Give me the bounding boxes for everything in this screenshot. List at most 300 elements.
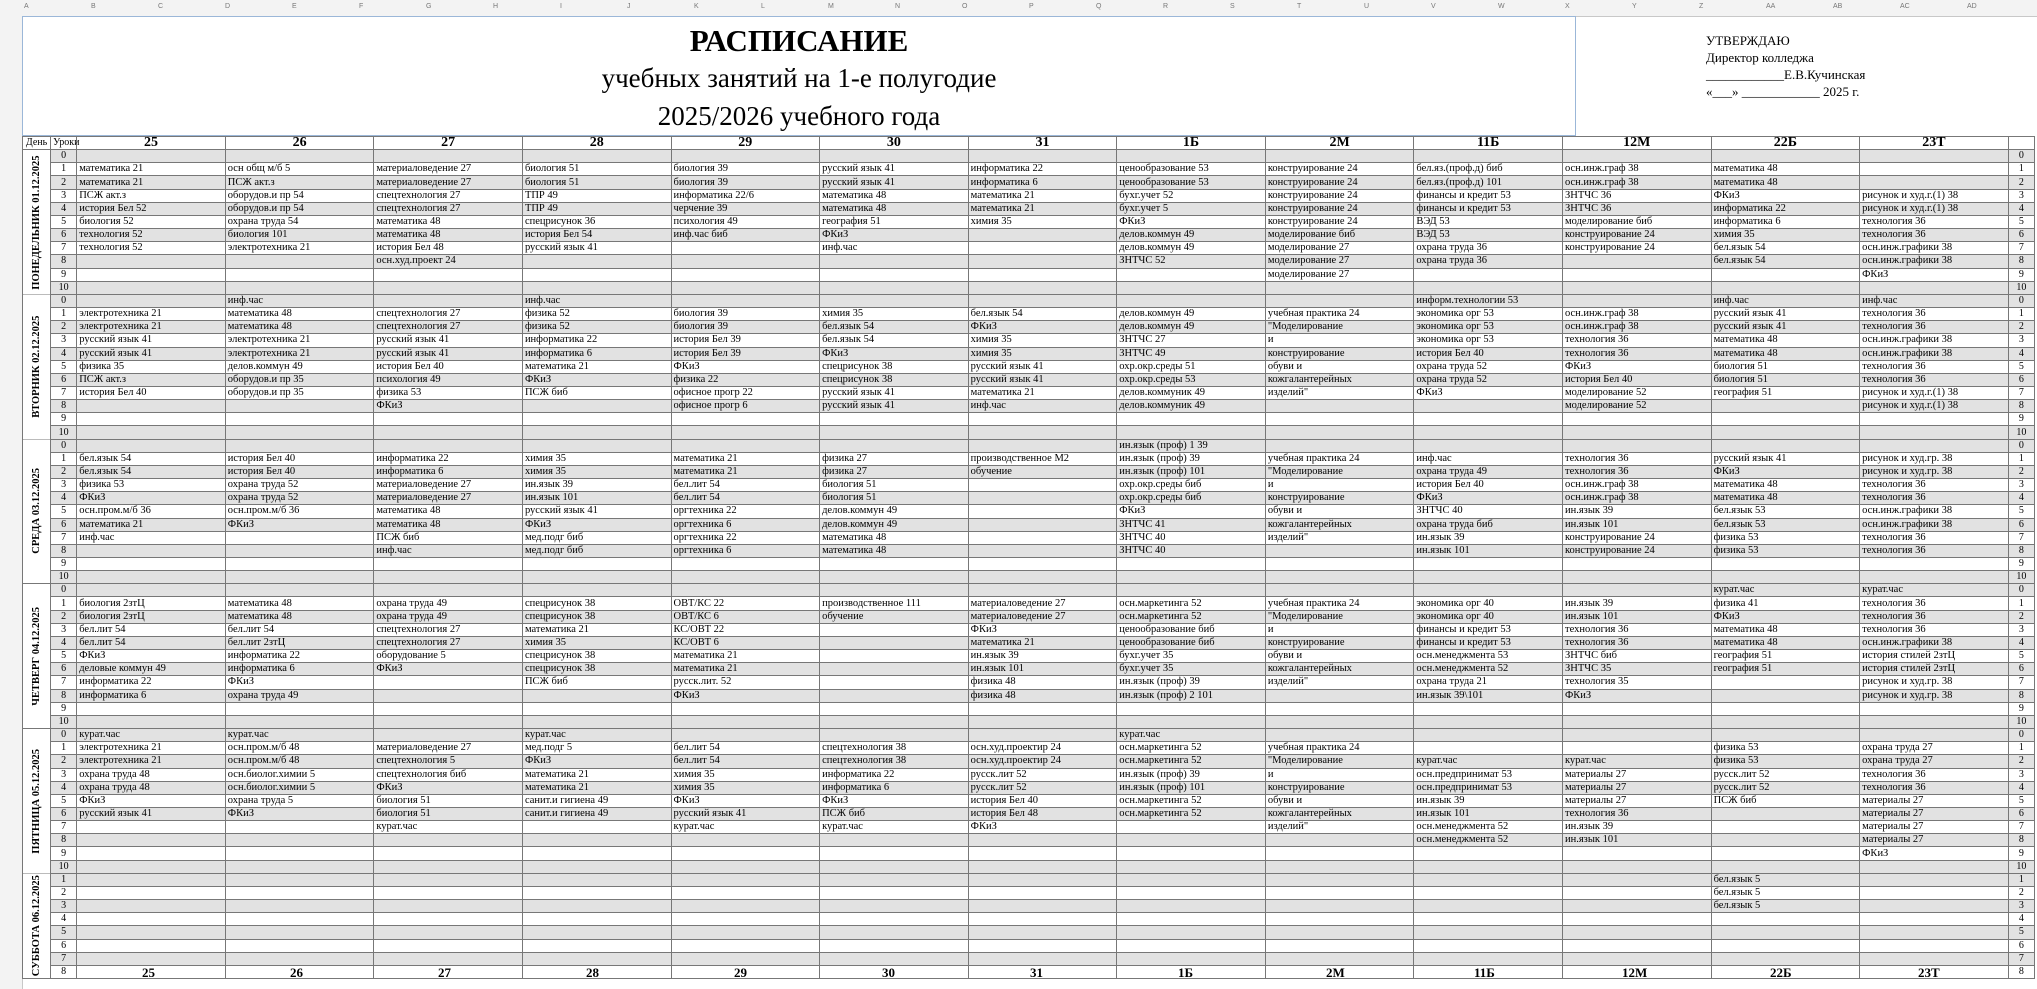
lesson-cell[interactable]: осн.инж.графики 38	[1860, 347, 2009, 360]
lesson-cell[interactable]: осн.пром.м/б 36	[77, 505, 226, 518]
lesson-cell[interactable]	[1414, 571, 1563, 584]
lesson-cell[interactable]	[374, 571, 523, 584]
lesson-cell[interactable]: спецтехнология 27	[374, 202, 523, 215]
lesson-cell[interactable]	[968, 939, 1117, 952]
lesson-cell[interactable]: математика 21	[968, 636, 1117, 649]
lesson-cell[interactable]: математика 48	[225, 308, 374, 321]
lesson-cell[interactable]: "Моделирование	[1265, 755, 1414, 768]
lesson-cell[interactable]: история Бел 40	[374, 360, 523, 373]
lesson-cell[interactable]: осн.инж.граф 38	[1562, 308, 1711, 321]
lesson-cell[interactable]	[225, 281, 374, 294]
lesson-cell[interactable]: история Бел 40	[1562, 373, 1711, 386]
lesson-cell[interactable]	[374, 860, 523, 873]
lesson-cell[interactable]: химия 35	[671, 768, 820, 781]
lesson-cell[interactable]: ФКиЗ	[820, 794, 969, 807]
lesson-cell[interactable]: и	[1265, 768, 1414, 781]
lesson-cell[interactable]: материаловедение 27	[374, 163, 523, 176]
lesson-cell[interactable]	[1265, 715, 1414, 728]
lesson-cell[interactable]	[1562, 439, 1711, 452]
lesson-cell[interactable]: рисунок и худ.гр. 38	[1860, 452, 2009, 465]
lesson-cell[interactable]: математика 21	[522, 360, 671, 373]
lesson-cell[interactable]: математика 21	[77, 163, 226, 176]
lesson-cell[interactable]: информатика 6	[820, 781, 969, 794]
period-number-right[interactable]: 0	[2008, 584, 2034, 597]
lesson-cell[interactable]: история Бел 48	[968, 807, 1117, 820]
lesson-cell[interactable]: математика 48	[1711, 347, 1860, 360]
lesson-cell[interactable]: черчение 39	[671, 202, 820, 215]
lesson-cell[interactable]	[522, 426, 671, 439]
lesson-cell[interactable]	[1117, 847, 1266, 860]
lesson-cell[interactable]: осн.предпринимат 53	[1414, 768, 1563, 781]
lesson-cell[interactable]	[1562, 729, 1711, 742]
lesson-cell[interactable]	[671, 886, 820, 899]
period-number-right[interactable]: 0	[2008, 439, 2034, 452]
lesson-cell[interactable]: ин.язык (проф) 39	[1117, 676, 1266, 689]
lesson-cell[interactable]	[1414, 702, 1563, 715]
lesson-cell[interactable]	[968, 873, 1117, 886]
lesson-cell[interactable]: спецрисунок 38	[820, 373, 969, 386]
lesson-cell[interactable]	[1265, 834, 1414, 847]
lesson-cell[interactable]	[1117, 584, 1266, 597]
lesson-cell[interactable]: обуви и	[1265, 650, 1414, 663]
lesson-cell[interactable]	[1117, 413, 1266, 426]
day-label[interactable]: СРЕДА 03.12.2025	[23, 439, 51, 584]
lesson-cell[interactable]	[225, 413, 374, 426]
lesson-cell[interactable]	[1265, 400, 1414, 413]
lesson-cell[interactable]	[374, 439, 523, 452]
lesson-cell[interactable]	[1711, 400, 1860, 413]
lesson-cell[interactable]: технология 36	[1860, 531, 2009, 544]
lesson-cell[interactable]: ин.язык 101	[1562, 610, 1711, 623]
period-number-right[interactable]: 1	[2008, 163, 2034, 176]
group-header[interactable]: 23Т	[1860, 137, 2009, 150]
period-number-right[interactable]: 0	[2008, 729, 2034, 742]
lesson-cell[interactable]	[671, 426, 820, 439]
period-number-right[interactable]: 9	[2008, 413, 2034, 426]
lesson-cell[interactable]: физика 27	[820, 452, 969, 465]
lesson-cell[interactable]: ФКиЗ	[1562, 689, 1711, 702]
lesson-cell[interactable]: информатика 22	[1711, 202, 1860, 215]
lesson-cell[interactable]: материаловедение 27	[968, 610, 1117, 623]
group-header[interactable]: 2М	[1265, 137, 1414, 150]
lesson-cell[interactable]: математика 48	[225, 610, 374, 623]
lesson-cell[interactable]	[1117, 558, 1266, 571]
lesson-cell[interactable]: материаловедение 27	[374, 479, 523, 492]
lesson-cell[interactable]	[1414, 742, 1563, 755]
lesson-cell[interactable]: ФКиЗ	[1711, 189, 1860, 202]
lesson-cell[interactable]: охрана труда 48	[77, 768, 226, 781]
lesson-cell[interactable]: биология 101	[225, 229, 374, 242]
lesson-cell[interactable]: ФКиЗ	[522, 373, 671, 386]
lesson-cell[interactable]: история Бел 40	[1414, 347, 1563, 360]
lesson-cell[interactable]	[1860, 715, 2009, 728]
lesson-cell[interactable]: рисунок и худ.г.(1) 38	[1860, 189, 2009, 202]
lesson-cell[interactable]: осн общ м/б 5	[225, 163, 374, 176]
sheet-column-letter[interactable]: T	[1297, 3, 1302, 10]
lesson-cell[interactable]: курат.час	[1711, 584, 1860, 597]
lesson-cell[interactable]: охрана труда биб	[1414, 518, 1563, 531]
lesson-cell[interactable]: делов.коммун 49	[820, 505, 969, 518]
lesson-cell[interactable]	[1860, 939, 2009, 952]
lesson-cell[interactable]	[522, 400, 671, 413]
lesson-cell[interactable]: химия 35	[522, 636, 671, 649]
lesson-cell[interactable]: ЗНТЧС 40	[1117, 531, 1266, 544]
lesson-cell[interactable]: осн.худ.проектир 24	[968, 742, 1117, 755]
lesson-cell[interactable]	[77, 150, 226, 163]
lesson-cell[interactable]: информатика 22	[968, 163, 1117, 176]
period-number-right[interactable]: 6	[2008, 229, 2034, 242]
lesson-cell[interactable]	[522, 715, 671, 728]
lesson-cell[interactable]: бухг.учет 35	[1117, 650, 1266, 663]
lesson-cell[interactable]: экономика орг 40	[1414, 597, 1563, 610]
lesson-cell[interactable]: материаловедение 27	[968, 597, 1117, 610]
lesson-cell[interactable]: информатика 22	[225, 650, 374, 663]
period-number-right[interactable]: 1	[2008, 742, 2034, 755]
period-number[interactable]: 8	[51, 965, 77, 978]
lesson-cell[interactable]	[225, 255, 374, 268]
lesson-cell[interactable]	[1860, 886, 2009, 899]
lesson-cell[interactable]: ФКиЗ	[671, 689, 820, 702]
lesson-cell[interactable]	[968, 413, 1117, 426]
lesson-cell[interactable]: курат.час	[522, 729, 671, 742]
lesson-cell[interactable]: ФКиЗ	[1562, 360, 1711, 373]
lesson-cell[interactable]	[1414, 268, 1563, 281]
lesson-cell[interactable]: ФКиЗ	[1860, 847, 2009, 860]
lesson-cell[interactable]: охрана труда 36	[1414, 242, 1563, 255]
lesson-cell[interactable]: рисунок и худ.гр. 38	[1860, 465, 2009, 478]
lesson-cell[interactable]	[1265, 294, 1414, 307]
period-number-right[interactable]: 7	[2008, 952, 2034, 965]
lesson-cell[interactable]	[1711, 821, 1860, 834]
lesson-cell[interactable]	[1711, 676, 1860, 689]
lesson-cell[interactable]: экономика орг 53	[1414, 334, 1563, 347]
period-number[interactable]: 8	[51, 255, 77, 268]
lesson-cell[interactable]: осн.биолог.химии 5	[225, 768, 374, 781]
period-number-right[interactable]: 7	[2008, 676, 2034, 689]
lesson-cell[interactable]: бел.язык 5	[1711, 886, 1860, 899]
lesson-cell[interactable]: химия 35	[1711, 229, 1860, 242]
lesson-cell[interactable]: технология 36	[1860, 373, 2009, 386]
lesson-cell[interactable]: материалы 27	[1860, 807, 2009, 820]
lesson-cell[interactable]	[522, 939, 671, 952]
period-number-right[interactable]: 9	[2008, 702, 2034, 715]
lesson-cell[interactable]	[374, 558, 523, 571]
sheet-column-letter[interactable]: J	[627, 3, 631, 10]
period-number-right[interactable]: 3	[2008, 334, 2034, 347]
lesson-cell[interactable]: бел.язык 54	[77, 465, 226, 478]
period-number[interactable]: 5	[51, 650, 77, 663]
lesson-cell[interactable]: русский язык 41	[968, 373, 1117, 386]
lesson-cell[interactable]: осн.инж.граф 38	[1562, 163, 1711, 176]
period-number-right[interactable]: 1	[2008, 308, 2034, 321]
lesson-cell[interactable]: ЗНТЧС 49	[1117, 347, 1266, 360]
lesson-cell[interactable]: ПСЖ биб	[522, 386, 671, 399]
lesson-cell[interactable]	[968, 913, 1117, 926]
lesson-cell[interactable]: бухг.учет 52	[1117, 189, 1266, 202]
lesson-cell[interactable]	[1265, 558, 1414, 571]
lesson-cell[interactable]: русский язык 41	[820, 163, 969, 176]
lesson-cell[interactable]: офисное прогр 22	[671, 386, 820, 399]
lesson-cell[interactable]: КС/ОВТ 22	[671, 623, 820, 636]
lesson-cell[interactable]	[1414, 873, 1563, 886]
lesson-cell[interactable]	[77, 860, 226, 873]
lesson-cell[interactable]: химия 35	[968, 215, 1117, 228]
lesson-cell[interactable]	[1711, 939, 1860, 952]
lesson-cell[interactable]: делов.коммун 49	[1117, 242, 1266, 255]
lesson-cell[interactable]	[820, 150, 969, 163]
lesson-cell[interactable]	[1711, 729, 1860, 742]
lesson-cell[interactable]: технология 36	[1562, 807, 1711, 820]
lesson-cell[interactable]: конструирование	[1265, 781, 1414, 794]
lesson-cell[interactable]: русский язык 41	[522, 242, 671, 255]
lesson-cell[interactable]	[225, 571, 374, 584]
lesson-cell[interactable]: ФКиЗ	[77, 794, 226, 807]
period-number-right[interactable]: 3	[2008, 768, 2034, 781]
lesson-cell[interactable]: биология 52	[77, 215, 226, 228]
lesson-cell[interactable]	[671, 834, 820, 847]
lesson-cell[interactable]	[374, 702, 523, 715]
lesson-cell[interactable]: учебная практика 24	[1265, 308, 1414, 321]
lesson-cell[interactable]: спецтехнология 27	[374, 636, 523, 649]
lesson-cell[interactable]: охрана труда 52	[1414, 373, 1563, 386]
lesson-cell[interactable]: охрана труда 52	[1414, 360, 1563, 373]
lesson-cell[interactable]: технология 36	[1860, 610, 2009, 623]
lesson-cell[interactable]	[671, 439, 820, 452]
lesson-cell[interactable]: ТПР 49	[522, 202, 671, 215]
lesson-cell[interactable]	[671, 847, 820, 860]
lesson-cell[interactable]: обучение	[820, 610, 969, 623]
lesson-cell[interactable]	[77, 715, 226, 728]
lesson-cell[interactable]: бел.язык 54	[1711, 242, 1860, 255]
lesson-cell[interactable]: курат.час	[1860, 584, 2009, 597]
lesson-cell[interactable]	[968, 558, 1117, 571]
lesson-cell[interactable]: экономика орг 53	[1414, 321, 1563, 334]
lesson-cell[interactable]	[968, 715, 1117, 728]
lesson-cell[interactable]	[1117, 702, 1266, 715]
period-number-right[interactable]: 6	[2008, 373, 2034, 386]
lesson-cell[interactable]: бел.лит 54	[225, 623, 374, 636]
lesson-cell[interactable]: география 51	[820, 215, 969, 228]
lesson-cell[interactable]: делов.коммун 49	[1117, 308, 1266, 321]
lesson-cell[interactable]	[77, 886, 226, 899]
lesson-cell[interactable]: "Моделирование	[1265, 610, 1414, 623]
lesson-cell[interactable]: инф.час	[225, 294, 374, 307]
lesson-cell[interactable]	[1414, 729, 1563, 742]
period-number-right[interactable]: 10	[2008, 281, 2034, 294]
lesson-cell[interactable]: охрана труда 49	[374, 597, 523, 610]
lesson-cell[interactable]	[77, 558, 226, 571]
lesson-cell[interactable]: ФКиЗ	[671, 360, 820, 373]
lesson-cell[interactable]: история Бел 40	[968, 794, 1117, 807]
lesson-cell[interactable]: ин.язык 101	[1562, 518, 1711, 531]
lesson-cell[interactable]: электротехника 21	[77, 321, 226, 334]
lesson-cell[interactable]: оборудов.и пр 54	[225, 189, 374, 202]
lesson-cell[interactable]: информатика 6	[77, 689, 226, 702]
lesson-cell[interactable]: изделий"	[1265, 386, 1414, 399]
lesson-cell[interactable]: география 51	[1711, 386, 1860, 399]
sheet-column-letter[interactable]: Z	[1699, 3, 1704, 10]
lesson-cell[interactable]: конструирование 24	[1265, 215, 1414, 228]
lesson-cell[interactable]	[522, 886, 671, 899]
period-number-right[interactable]: 6	[2008, 518, 2034, 531]
period-number-right[interactable]: 5	[2008, 505, 2034, 518]
day-label[interactable]: ПОНЕДЕЛЬНИК 01.12.2025	[23, 150, 51, 295]
lesson-cell[interactable]: русск.лит 52	[1711, 781, 1860, 794]
lesson-cell[interactable]	[968, 952, 1117, 965]
lesson-cell[interactable]: технология 36	[1860, 623, 2009, 636]
lesson-cell[interactable]: ЗНТЧС 40	[1117, 544, 1266, 557]
period-number[interactable]: 1	[51, 873, 77, 886]
lesson-cell[interactable]: русский язык 41	[1711, 308, 1860, 321]
lesson-cell[interactable]: осн.маркетинга 52	[1117, 597, 1266, 610]
lesson-cell[interactable]	[820, 702, 969, 715]
lesson-cell[interactable]: информатика 22	[77, 676, 226, 689]
lesson-cell[interactable]: ФКиЗ	[1414, 386, 1563, 399]
lesson-cell[interactable]	[1711, 807, 1860, 820]
lesson-cell[interactable]: рисунок и худ.г.(1) 38	[1860, 202, 2009, 215]
lesson-cell[interactable]: охрана труда 48	[77, 781, 226, 794]
lesson-cell[interactable]	[968, 518, 1117, 531]
lesson-cell[interactable]	[522, 873, 671, 886]
lesson-cell[interactable]: электротехника 21	[225, 334, 374, 347]
lesson-cell[interactable]: технология 36	[1562, 636, 1711, 649]
lesson-cell[interactable]	[820, 729, 969, 742]
lesson-cell[interactable]: охрана труда 36	[1414, 255, 1563, 268]
lesson-cell[interactable]	[968, 242, 1117, 255]
lesson-cell[interactable]	[1860, 176, 2009, 189]
lesson-cell[interactable]: материаловедение 27	[374, 176, 523, 189]
period-number[interactable]: 0	[51, 584, 77, 597]
lesson-cell[interactable]: математика 21	[968, 386, 1117, 399]
lesson-cell[interactable]	[820, 650, 969, 663]
lesson-cell[interactable]	[1860, 900, 2009, 913]
lesson-cell[interactable]	[1562, 847, 1711, 860]
period-number-right[interactable]: 1	[2008, 597, 2034, 610]
lesson-cell[interactable]	[671, 715, 820, 728]
lesson-cell[interactable]: ЗНТЧС биб	[1562, 650, 1711, 663]
period-number-right[interactable]: 2	[2008, 176, 2034, 189]
lesson-cell[interactable]	[1117, 150, 1266, 163]
lesson-cell[interactable]: ФКиЗ	[522, 518, 671, 531]
lesson-cell[interactable]: обуви и	[1265, 794, 1414, 807]
lesson-cell[interactable]	[225, 913, 374, 926]
lesson-cell[interactable]: инф.час	[1711, 294, 1860, 307]
lesson-cell[interactable]	[77, 268, 226, 281]
lesson-cell[interactable]: биология 2зтЦ	[77, 610, 226, 623]
lesson-cell[interactable]: спецтехнология 38	[820, 742, 969, 755]
lesson-cell[interactable]: физика 48	[968, 689, 1117, 702]
period-number[interactable]: 10	[51, 426, 77, 439]
lesson-cell[interactable]: математика 21	[671, 465, 820, 478]
lesson-cell[interactable]	[1414, 913, 1563, 926]
lesson-cell[interactable]: ЗНТЧС 27	[1117, 334, 1266, 347]
lesson-cell[interactable]	[225, 439, 374, 452]
lesson-cell[interactable]: ЗНТЧС 52	[1117, 255, 1266, 268]
lesson-cell[interactable]: ин.язык 39	[1562, 821, 1711, 834]
lesson-cell[interactable]: ин.язык 101	[522, 492, 671, 505]
lesson-cell[interactable]: охрана труда 49	[225, 689, 374, 702]
lesson-cell[interactable]: осн.инж.граф 38	[1562, 321, 1711, 334]
lesson-cell[interactable]	[1265, 913, 1414, 926]
lesson-cell[interactable]	[77, 584, 226, 597]
lesson-cell[interactable]	[374, 913, 523, 926]
lesson-cell[interactable]: конструирование 24	[1562, 229, 1711, 242]
lesson-cell[interactable]	[968, 860, 1117, 873]
lesson-cell[interactable]: спецтехнология 27	[374, 308, 523, 321]
lesson-cell[interactable]	[820, 689, 969, 702]
lesson-cell[interactable]: информатика 22	[820, 768, 969, 781]
lesson-cell[interactable]: физика 48	[968, 676, 1117, 689]
lesson-cell[interactable]: ПСЖ акт.з	[77, 189, 226, 202]
group-header[interactable]: 27	[374, 137, 523, 150]
period-number[interactable]: 0	[51, 439, 77, 452]
lesson-cell[interactable]: рисунок и худ.г.(1) 38	[1860, 400, 2009, 413]
sheet-column-letter[interactable]: A	[24, 3, 29, 10]
lesson-cell[interactable]	[522, 834, 671, 847]
lesson-cell[interactable]	[522, 860, 671, 873]
lesson-cell[interactable]: ФКиЗ	[225, 807, 374, 820]
lesson-cell[interactable]	[374, 926, 523, 939]
lesson-cell[interactable]: курат.час	[671, 821, 820, 834]
lesson-cell[interactable]: ин.язык 39	[1414, 531, 1563, 544]
lesson-cell[interactable]: химия 35	[671, 781, 820, 794]
lesson-cell[interactable]: инф.час	[968, 400, 1117, 413]
period-number[interactable]: 5	[51, 926, 77, 939]
lesson-cell[interactable]	[1265, 926, 1414, 939]
lesson-cell[interactable]	[522, 900, 671, 913]
lesson-cell[interactable]	[77, 439, 226, 452]
lesson-cell[interactable]	[225, 531, 374, 544]
lesson-cell[interactable]	[1265, 900, 1414, 913]
lesson-cell[interactable]	[1711, 150, 1860, 163]
lesson-cell[interactable]: технология 36	[1860, 308, 2009, 321]
group-header[interactable]: 25	[77, 137, 226, 150]
period-number[interactable]: 3	[51, 189, 77, 202]
lesson-cell[interactable]: электротехника 21	[225, 242, 374, 255]
lesson-cell[interactable]: ин.язык 39	[1562, 505, 1711, 518]
lesson-cell[interactable]: делов.коммун 49	[1117, 321, 1266, 334]
lesson-cell[interactable]: математика 21	[671, 663, 820, 676]
lesson-cell[interactable]	[1562, 571, 1711, 584]
lesson-cell[interactable]	[820, 439, 969, 452]
lesson-cell[interactable]: курат.час	[1414, 755, 1563, 768]
lesson-cell[interactable]: деловые коммун 49	[77, 663, 226, 676]
lesson-cell[interactable]: осн.маркетинга 52	[1117, 755, 1266, 768]
period-number[interactable]: 7	[51, 821, 77, 834]
lesson-cell[interactable]: охр.окр.среды биб	[1117, 492, 1266, 505]
lesson-cell[interactable]	[820, 886, 969, 899]
lesson-cell[interactable]: охрана труда 27	[1860, 742, 2009, 755]
lesson-cell[interactable]: конструирование 24	[1265, 189, 1414, 202]
period-number-right[interactable]: 0	[2008, 294, 2034, 307]
lesson-cell[interactable]: ин.язык 39	[522, 479, 671, 492]
lesson-cell[interactable]: ин.язык 101	[968, 663, 1117, 676]
lesson-cell[interactable]	[1860, 163, 2009, 176]
lesson-cell[interactable]	[1711, 834, 1860, 847]
lesson-cell[interactable]: финансы и кредит 53	[1414, 189, 1563, 202]
period-number-right[interactable]: 8	[2008, 689, 2034, 702]
lesson-cell[interactable]	[1562, 268, 1711, 281]
period-number-right[interactable]: 7	[2008, 386, 2034, 399]
lesson-cell[interactable]: психология 49	[671, 215, 820, 228]
lesson-cell[interactable]: биология 39	[671, 321, 820, 334]
lesson-cell[interactable]: ЗНТЧС 36	[1562, 202, 1711, 215]
lesson-cell[interactable]: бел.лит 54	[671, 479, 820, 492]
lesson-cell[interactable]: учебная практика 24	[1265, 742, 1414, 755]
lesson-cell[interactable]: инф.час	[1414, 452, 1563, 465]
lesson-cell[interactable]: курат.час	[820, 821, 969, 834]
lesson-cell[interactable]: инф.час	[522, 294, 671, 307]
